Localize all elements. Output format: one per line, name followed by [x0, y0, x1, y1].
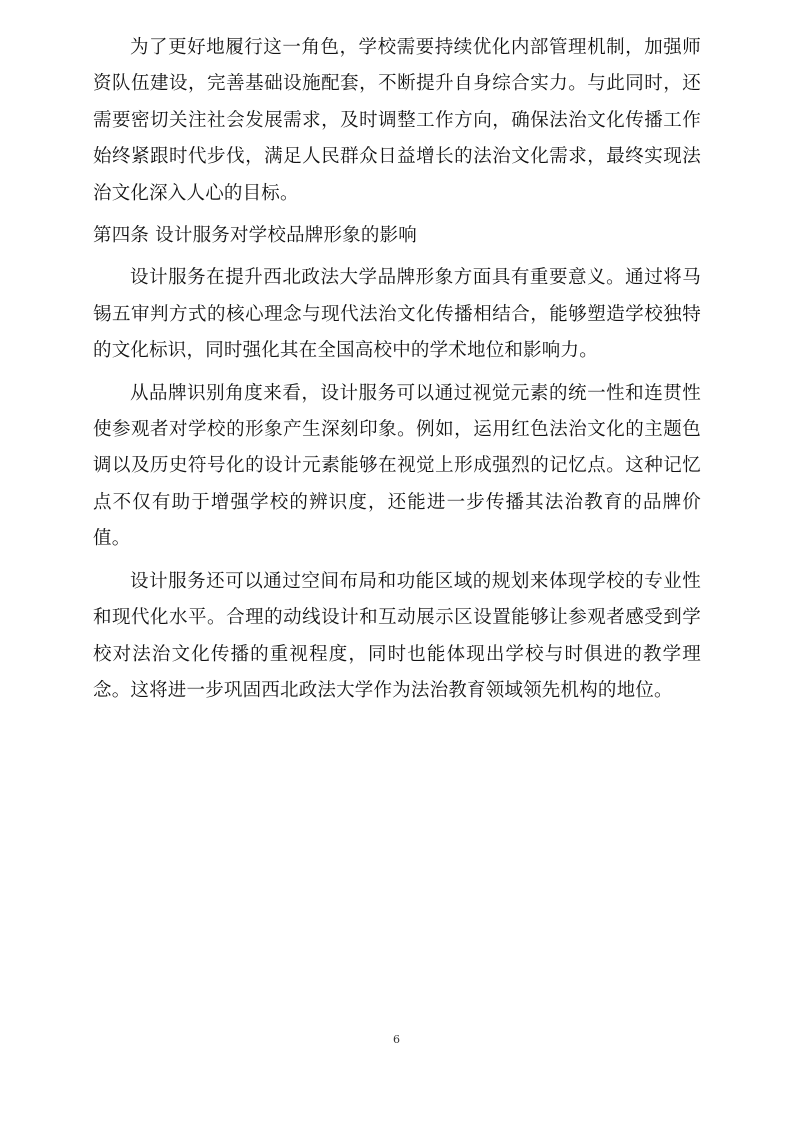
paragraph-4: 设计服务还可以通过空间布局和功能区域的规划来体现学校的专业性和现代化水平。合理的动线设计和互动展示区设置能够让参观者感受到学校对法治文化传播的重视程度，同时也能体现出学校与时俱进的教学理念。这将进一步巩固西北政法大学作为法治教育领域领先机构的地位。: [93, 570, 701, 701]
section-heading: 第四条 设计服务对学校品牌形象的影响: [93, 225, 417, 247]
page-content: [93, 30, 701, 709]
page-number: 6: [393, 1033, 400, 1046]
paragraph-2: 设计服务在提升西北政法大学品牌形象方面具有重要意义。通过将马锡五审判方式的核心理念与现代法治文化传播相结合，能够塑造学校独特的文化标识，同时强化其在全国高校中的学术地位和影响力。: [93, 267, 701, 362]
paragraph-1: 为了更好地履行这一角色，学校需要持续优化内部管理机制，加强师资队伍建设，完善基础设施配套，不断提升自身综合实力。与此同时，还需要密切关注社会发展需求，及时调整工作方向，确保法治文化传播工作始终紧跟时代步伐，满足人民群众日益增长的法治文化需求，最终实现法治文化深入人心的目标。: [93, 37, 701, 204]
paragraph-3: 从品牌识别角度来看，设计服务可以通过视觉元素的统一性和连贯性使参观者对学校的形象产生深刻印象。例如，运用红色法治文化的主题色调以及历史符号化的设计元素能够在视觉上形成强烈的记忆点。这种记忆点不仅有助于增强学校的辨识度，还能进一步传播其法治教育的品牌价值。: [93, 382, 701, 550]
